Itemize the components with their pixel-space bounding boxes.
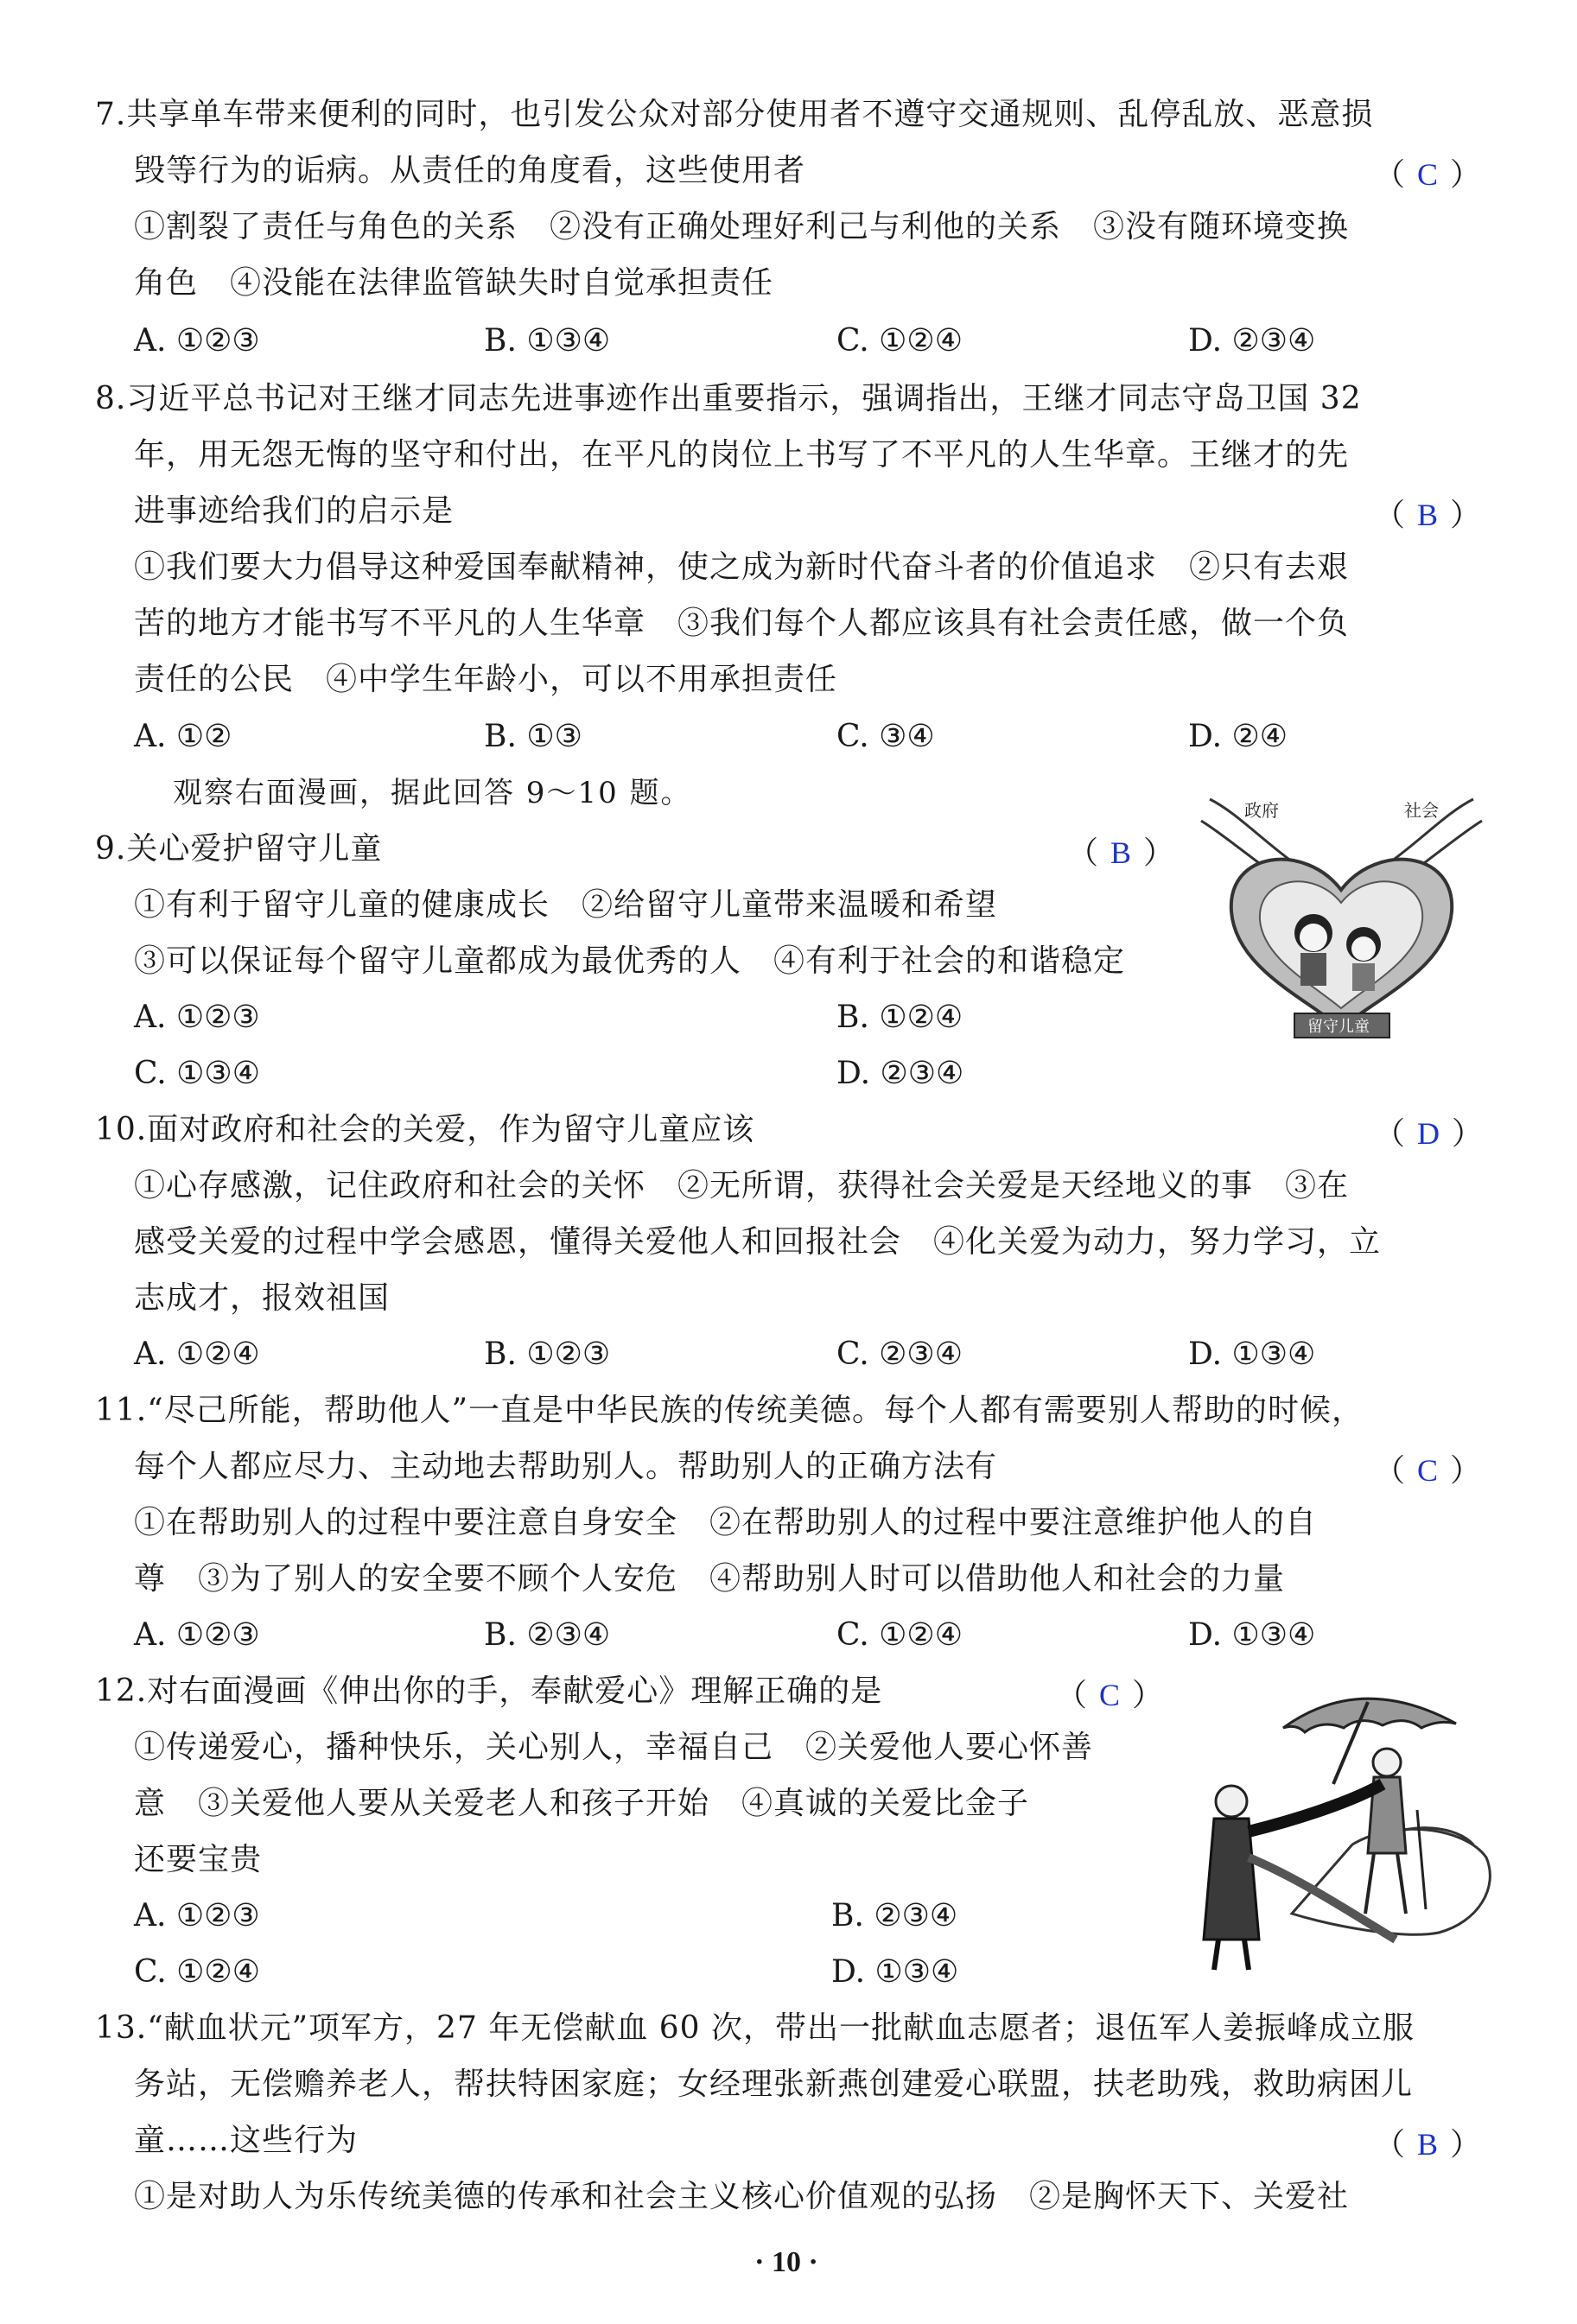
q7-option-c: C. ①②④ xyxy=(836,323,963,359)
q13-answer: （ B ） xyxy=(1374,2127,1482,2162)
q8-option-d: D. ②④ xyxy=(1188,719,1288,754)
q12-answer-letter: C xyxy=(1099,1678,1121,1712)
q13-stem-line: 务站，无偿赡养老人，帮扶特困家庭；女经理张新燕创建爱心联盟，扶老助残，救助病困儿 xyxy=(134,2067,1414,2102)
q11-option-b: B. ②③④ xyxy=(484,1617,611,1653)
q10-answer: （ D ） xyxy=(1374,1116,1484,1152)
q12-option-d: D. ①③④ xyxy=(831,1954,959,1990)
q12-choices-line: ①传递爱心，播种快乐，关心别人，幸福自己 ②关爱他人要心怀善 xyxy=(134,1730,1094,1765)
q11-option-a: A. ①②③ xyxy=(134,1617,260,1653)
q8-option-a: A. ①② xyxy=(134,719,232,754)
q10-option-a: A. ①②④ xyxy=(134,1337,260,1372)
q12-option-b: B. ②③④ xyxy=(831,1898,958,1933)
q9-answer-letter: B xyxy=(1110,835,1132,870)
q7-option-d: D. ②③④ xyxy=(1188,323,1316,359)
q12-choices-line: 意 ③关爱他人要从关爱老人和孩子开始 ④真诚的关爱比金子 xyxy=(134,1786,1030,1821)
q10-choices-line: 感受关爱的过程中学会感恩，懂得关爱他人和回报社会 ④化关爱为动力，努力学习，立 xyxy=(134,1224,1382,1260)
q7-stem-line: 毁等行为的诟病。从责任的角度看，这些使用者 xyxy=(134,153,806,188)
q8-answer-letter: B xyxy=(1417,498,1439,532)
q7-answer: （ C ） xyxy=(1374,157,1482,193)
q12-option-a: A. ①②③ xyxy=(134,1898,260,1933)
q13-stem-line: 童……这些行为 xyxy=(134,2123,359,2158)
q9-choices-line: ①有利于留守儿童的健康成长 ②给留守儿童带来温暖和希望 xyxy=(134,887,998,923)
q11-stem-line: 每个人都应尽力、主动地去帮助别人。帮助别人的正确方法有 xyxy=(134,1449,998,1484)
q10-answer-letter: D xyxy=(1417,1116,1440,1151)
q8-stem-line: 年，用无怨无悔的坚守和付出，在平凡的岗位上书写了不平凡的人生华章。王继才的先 xyxy=(134,437,1350,473)
q10-option-d: D. ①③④ xyxy=(1188,1337,1316,1372)
q12-answer: （ C ） xyxy=(1056,1678,1164,1713)
group-instruction: 观察右面漫画，据此回答 9～10 题。 xyxy=(173,776,692,810)
q8-stem-line: 进事迹给我们的启示是 xyxy=(134,493,455,529)
q11-option-d: D. ①③④ xyxy=(1188,1617,1316,1653)
q11-choices-line: 尊 ③为了别人的安全要不顾个人安危 ④帮助别人时可以借助他人和社会的力量 xyxy=(134,1561,1286,1597)
q13-choices-line: ①是对助人为乐传统美德的传承和社会主义核心价值观的弘扬 ②是胸怀天下、关爱社 xyxy=(134,2179,1350,2214)
q8-option-b: B. ①③ xyxy=(484,719,582,754)
q8-option-c: C. ③④ xyxy=(836,719,935,754)
q12-choices-line: 还要宝贵 xyxy=(134,1842,263,1877)
q10-option-b: B. ①②③ xyxy=(484,1337,611,1372)
q7-answer-letter: C xyxy=(1417,157,1439,192)
q11-choices-line: ①在帮助别人的过程中要注意自身安全 ②在帮助别人的过程中要注意维护他人的自 xyxy=(134,1505,1318,1540)
q8-choices-line: ①我们要大力倡导这种爱国奉献精神，使之成为新时代奋斗者的价值追求 ②只有去艰 xyxy=(134,549,1350,585)
q8-stem-line: 8.习近平总书记对王继才同志先进事迹作出重要指示，强调指出，王继才同志守岛卫国 32 xyxy=(95,381,1362,416)
q10-option-c: C. ②③④ xyxy=(836,1337,963,1372)
q7-choices-line: ①割裂了责任与角色的关系 ②没有正确处理好利己与利他的关系 ③没有随环境变换 xyxy=(134,209,1350,244)
q9-option-b: B. ①②④ xyxy=(836,1000,963,1035)
q9-option-a: A. ①②③ xyxy=(134,1000,260,1035)
q7-option-b: B. ①③④ xyxy=(484,323,611,359)
q13-stem-line: 13.“献血状元”项军方，27 年无偿献血 60 次，带出一批献血志愿者；退伍军人姜振峰成立服 xyxy=(95,2010,1415,2046)
q11-answer: （ C ） xyxy=(1374,1453,1482,1489)
q7-stem-line: 7.共享单车带来便利的同时，也引发公众对部分使用者不遵守交通规则、乱停乱放、恶意损 xyxy=(95,97,1374,132)
q10-choices-line: 志成才，报效祖国 xyxy=(134,1280,391,1316)
q8-choices-line: 苦的地方才能书写不平凡的人生华章 ③我们每个人都应该具有社会责任感，做一个负 xyxy=(134,606,1350,641)
left-behind-children-cartoon xyxy=(1192,782,1491,1045)
q9-answer: （ B ） xyxy=(1067,835,1175,871)
helping-hand-umbrella-cartoon xyxy=(1180,1680,1499,1978)
q11-stem-line: 11.“尽己所能，帮助他人”一直是中华民族的传统美德。每个人都有需要别人帮助的时候， xyxy=(95,1393,1364,1428)
q9-choices-line: ③可以保证每个留守儿童都成为最优秀的人 ④有利于社会的和谐稳定 xyxy=(134,943,1126,979)
cartoon-label-government: 政府 xyxy=(1244,800,1279,821)
q7-choices-line: 角色 ④没能在法律监管缺失时自觉承担责任 xyxy=(134,265,774,301)
q8-choices-line: 责任的公民 ④中学生年龄小，可以不用承担责任 xyxy=(134,662,838,697)
q12-option-c: C. ①②④ xyxy=(134,1954,260,1990)
q11-answer-letter: C xyxy=(1417,1453,1439,1488)
q10-choices-line: ①心存感激，记住政府和社会的关怀 ②无所谓，获得社会关爱是天经地义的事 ③在 xyxy=(134,1168,1350,1203)
page-number: · 10 · xyxy=(754,2246,818,2278)
q9-option-d: D. ②③④ xyxy=(836,1056,964,1091)
q7-option-a: A. ①②③ xyxy=(134,323,260,359)
q9-stem-line: 9.关心爱护留守儿童 xyxy=(95,831,383,867)
q11-option-c: C. ①②④ xyxy=(836,1617,963,1653)
q8-answer: （ B ） xyxy=(1374,498,1482,533)
q9-option-c: C. ①③④ xyxy=(134,1056,260,1091)
q10-stem-line: 10.面对政府和社会的关爱，作为留守儿童应该 xyxy=(95,1112,755,1147)
q13-answer-letter: B xyxy=(1417,2127,1439,2162)
cartoon-label-society: 社会 xyxy=(1404,800,1439,821)
cartoon-label-children: 留守儿童 xyxy=(1307,1018,1370,1036)
q12-stem-line: 12.对右面漫画《伸出你的手，奉献爱心》理解正确的是 xyxy=(95,1673,883,1709)
